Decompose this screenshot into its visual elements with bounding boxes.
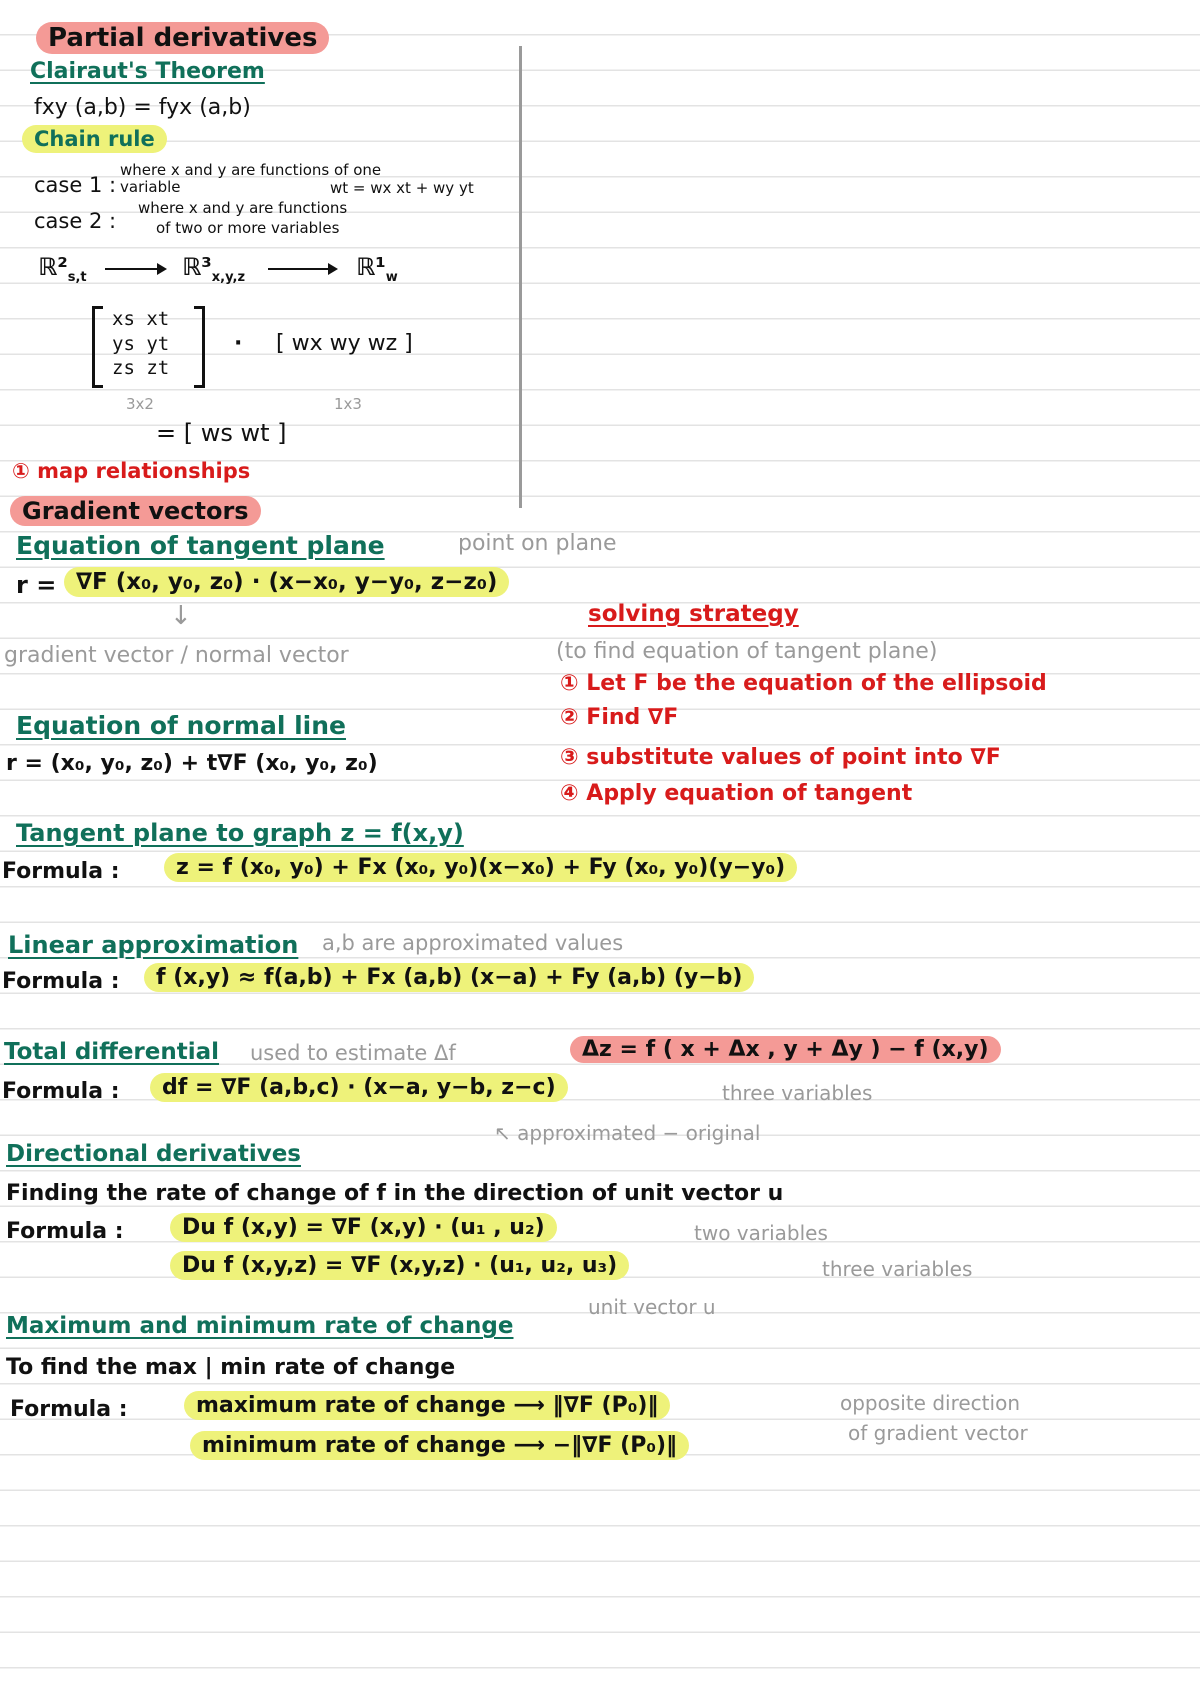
map-arrow-2 — [268, 268, 336, 270]
tangent-graph-label: Formula : — [2, 859, 120, 884]
total-diff-three-vars: three variables — [722, 1081, 873, 1105]
strategy-step-2: ② Find ∇F — [560, 705, 679, 730]
directional-label: Formula : — [6, 1219, 124, 1244]
map-r2: $ℝ^2_{s,t}$ — [38, 253, 87, 285]
delta-z-formula: Δz = f ( x + Δx , y + Δy ) − f (x,y) — [570, 1038, 1001, 1062]
chain-rule-heading: Chain rule — [22, 128, 167, 151]
case1-note: where x and y are functions of one variable — [120, 161, 382, 196]
approximated-original-note: ↖ approximated − original — [494, 1121, 761, 1145]
up-left-arrow-icon: ↖ — [494, 1121, 518, 1145]
page-title: Partial derivatives — [36, 24, 329, 53]
case2-note-line2: of two or more variables — [156, 219, 340, 237]
clairaut-formula: fxy (a,b) = fyx (a,b) — [34, 95, 251, 120]
tangent-plane-formula: ∇F (x₀, y₀, z₀) · (x−x₀, y−y₀, z−z₀) — [64, 570, 509, 595]
linear-formula: f (x,y) ≈ f(a,b) + Fx (a,b) (x−a) + Fy (a,b) (y−b) — [144, 966, 754, 990]
matrix-row-3: zs zt — [112, 357, 170, 379]
column-divider — [519, 46, 522, 508]
linear-note: a,b are approximated values — [322, 931, 624, 955]
maxmin-heading: Maximum and minimum rate of change — [6, 1313, 514, 1339]
directional-formula-2d: Du f (x,y) = ∇F (x,y) · (u₁ , u₂) — [170, 1216, 557, 1240]
strategy-step-4: ④ Apply equation of tangent — [560, 781, 913, 806]
chain-result: = [ ws wt ] — [156, 419, 287, 447]
matrix-row-1: xs xt — [112, 308, 170, 330]
min-rate-formula: minimum rate of change ⟶ −‖∇F (P₀)‖ — [190, 1434, 689, 1458]
map-r3: $ℝ^3_{x,y,z}$ — [182, 253, 246, 285]
total-diff-heading: Total differential — [4, 1039, 220, 1065]
tangent-graph-formula: z = f (x₀, y₀) + Fx (x₀, y₀)(x−x₀) + Fy (x₀, y₀)(y−y₀) — [164, 856, 797, 880]
directional-heading: Directional derivatives — [6, 1141, 301, 1167]
map-arrow-1 — [105, 268, 165, 270]
point-on-plane-note: point on plane — [458, 531, 617, 556]
matrix-dot: · — [234, 331, 243, 356]
directional-description: Finding the rate of change of f in the direction of unit vector u — [6, 1181, 784, 1206]
down-arrow-icon: ↓ — [170, 601, 192, 631]
linear-heading: Linear approximation — [8, 931, 299, 959]
strategy-heading: solving strategy — [588, 601, 799, 627]
normal-line-formula: r = (x₀, y₀, z₀) + t∇F (x₀, y₀, z₀) — [6, 751, 378, 776]
row-vector: [ wx wy wz ] — [276, 331, 413, 356]
directional-formula-3d: Du f (x,y,z) = ∇F (x,y,z) · (u₁, u₂, u₃) — [170, 1254, 629, 1278]
maxmin-label: Formula : — [10, 1397, 128, 1422]
gradient-vector-note: gradient vector / normal vector — [4, 643, 349, 668]
clairaut-heading: Clairaut's Theorem — [30, 59, 265, 84]
case1-label: case 1 : — [34, 173, 117, 197]
max-rate-formula: maximum rate of change ⟶ ‖∇F (P₀)‖ — [184, 1394, 670, 1418]
unit-vector-note: unit vector u — [588, 1295, 716, 1319]
total-diff-label: Formula : — [2, 1079, 120, 1104]
dim-3x2: 3x2 — [126, 395, 154, 413]
linear-label: Formula : — [2, 969, 120, 994]
maxmin-description: To find the max | min rate of change — [6, 1355, 456, 1380]
strategy-step-3: ③ substitute values of point into ∇F — [560, 745, 1001, 770]
case2-label: case 2 : — [34, 209, 117, 233]
normal-line-heading: Equation of normal line — [16, 711, 346, 740]
tangent-plane-prefix: r = — [16, 571, 57, 599]
opposite-direction-note-2: of gradient vector — [848, 1421, 1028, 1445]
total-diff-formula: df = ∇F (a,b,c) · (x−a, y−b, z−c) — [150, 1076, 568, 1100]
case2-note-line1: where x and y are functions — [138, 199, 348, 217]
map-r1: $ℝ^1_w$ — [356, 253, 398, 285]
total-diff-note: used to estimate Δf — [250, 1041, 456, 1065]
strategy-subtitle: (to find equation of tangent plane) — [556, 639, 938, 664]
map-relationships-note: ① map relationships — [12, 459, 251, 483]
matrix-right-bracket — [194, 306, 205, 388]
strategy-step-1: ① Let F be the equation of the ellipsoid — [560, 671, 1047, 696]
tangent-graph-heading: Tangent plane to graph z = f(x,y) — [16, 819, 464, 847]
opposite-direction-note-1: opposite direction — [840, 1391, 1020, 1415]
tangent-plane-heading: Equation of tangent plane — [16, 531, 385, 560]
two-variables-note: two variables — [694, 1221, 828, 1245]
gradient-heading: Gradient vectors — [10, 498, 261, 524]
dim-1x3: 1x3 — [334, 395, 362, 413]
three-variables-note: three variables — [822, 1257, 973, 1281]
matrix-left-bracket — [92, 306, 103, 388]
matrix-row-2: ys yt — [112, 333, 170, 355]
case1-formula: wt = wx xt + wy yt — [330, 179, 474, 197]
